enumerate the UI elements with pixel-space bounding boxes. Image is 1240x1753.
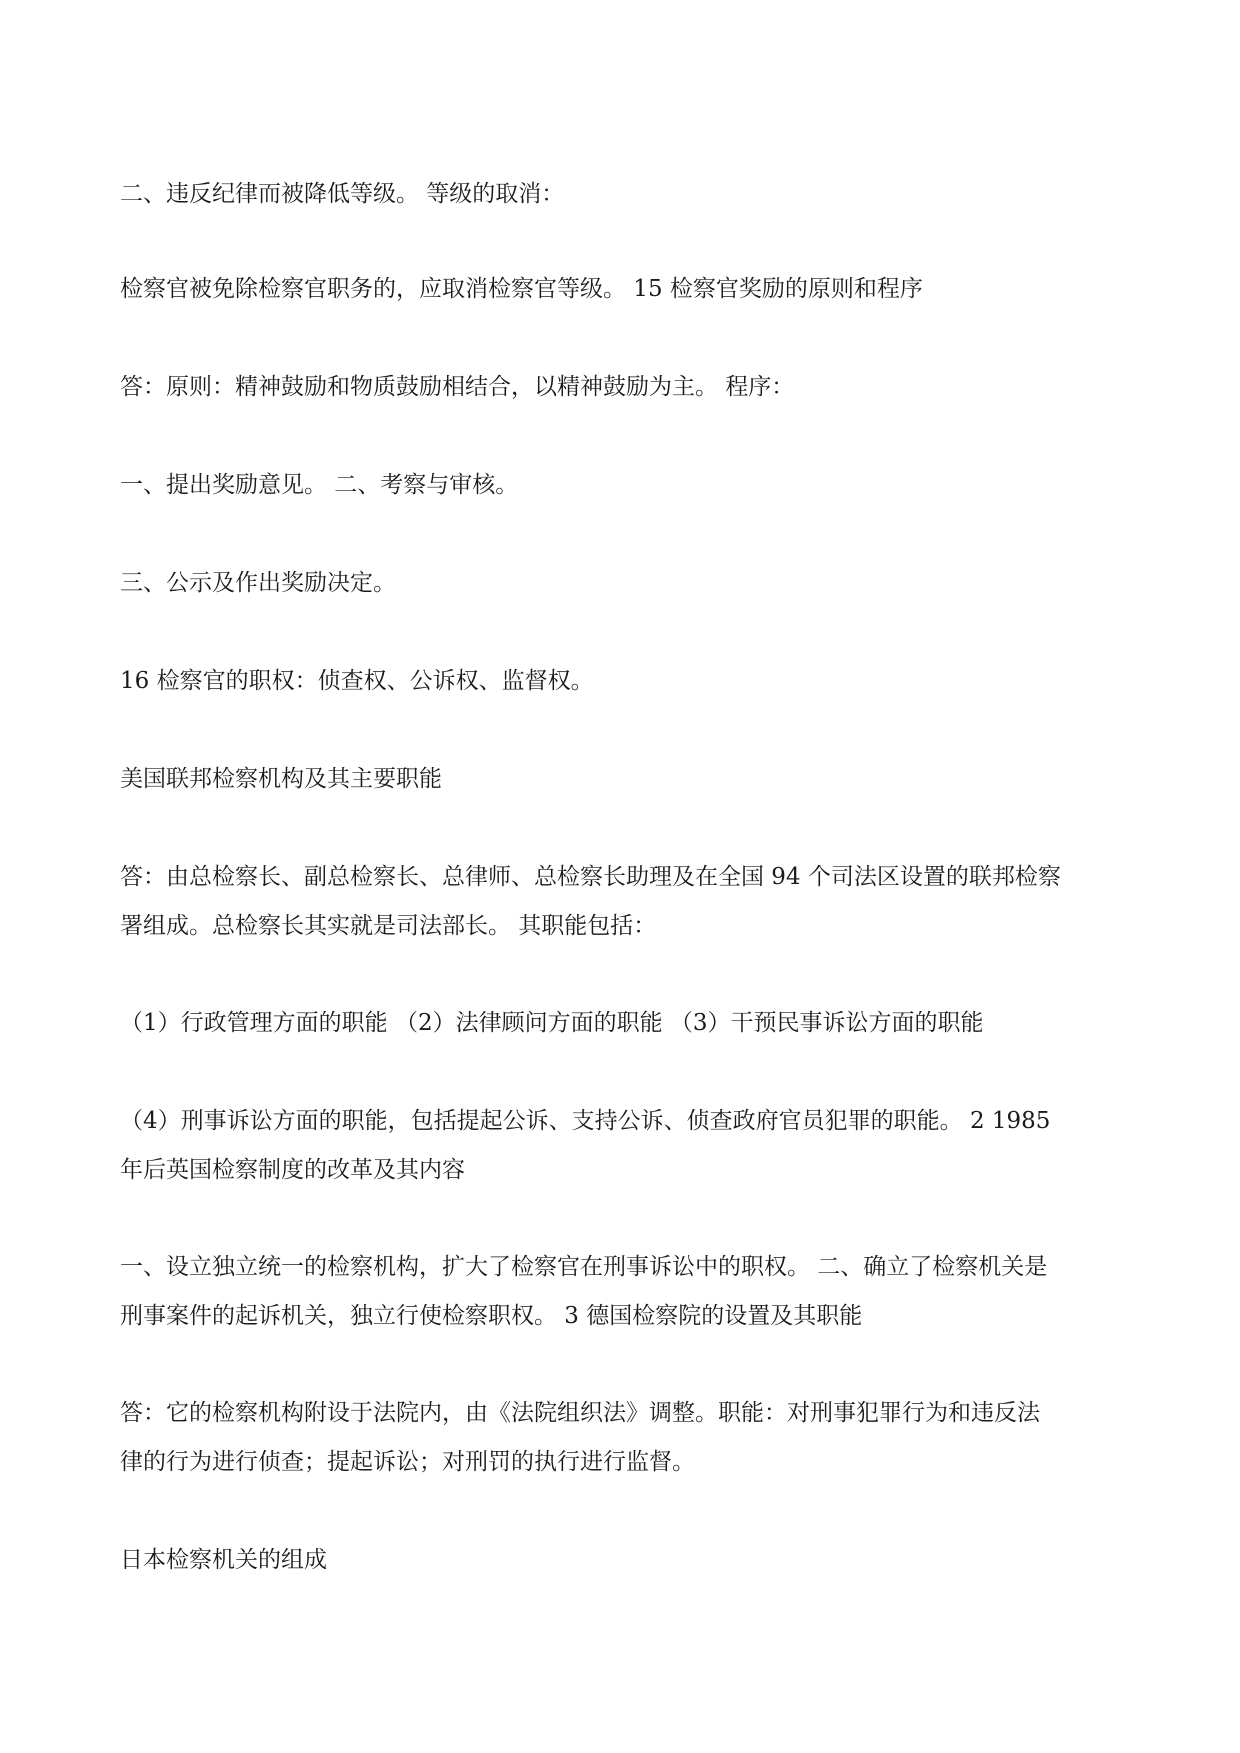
text-line: （4）刑事诉讼方面的职能，包括提起公诉、支持公诉、侦查政府官员犯罪的职能。 2 1985 (120, 1108, 1051, 1134)
text-line: 一、设立独立统一的检察机构，扩大了检察官在刑事诉讼中的职权。 二、确立了检察机关是 (120, 1254, 1048, 1280)
text-line: 16 检察官的职权：侦查权、公诉权、监督权。 (120, 668, 594, 694)
text-line: 署组成。总检察长其实就是司法部长。 其职能包括： (120, 913, 657, 939)
text-line: 二、违反纪律而被降低等级。 等级的取消： (120, 181, 565, 207)
text-line: 一、提出奖励意见。 二、考察与审核。 (120, 472, 519, 498)
text-line: 刑事案件的起诉机关，独立行使检察职权。 3 德国检察院的设置及其职能 (120, 1303, 863, 1329)
text-line: 律的行为进行侦查；提起诉讼；对刑罚的执行进行监督。 (120, 1449, 695, 1475)
text-line: 答：原则：精神鼓励和物质鼓励相结合，以精神鼓励为主。 程序： (120, 374, 795, 400)
text-line: 美国联邦检察机构及其主要职能 (120, 766, 442, 792)
text-line: 检察官被免除检察官职务的，应取消检察官等级。 15 检察官奖励的原则和程序 (120, 276, 923, 302)
text-line: 日本检察机关的组成 (120, 1547, 327, 1573)
text-line: 年后英国检察制度的改革及其内容 (120, 1157, 465, 1183)
text-line: 三、公示及作出奖励决定。 (120, 570, 396, 596)
text-line: 答：它的检察机构附设于法院内，由《法院组织法》调整。职能：对刑事犯罪行为和违反法 (120, 1400, 1040, 1426)
text-line: 答：由总检察长、副总检察长、总律师、总检察长助理及在全国 94 个司法区设置的联邦检察 (120, 864, 1061, 890)
text-line: （1）行政管理方面的职能 （2）法律顾问方面的职能 （3）干预民事诉讼方面的职能 (120, 1010, 984, 1036)
